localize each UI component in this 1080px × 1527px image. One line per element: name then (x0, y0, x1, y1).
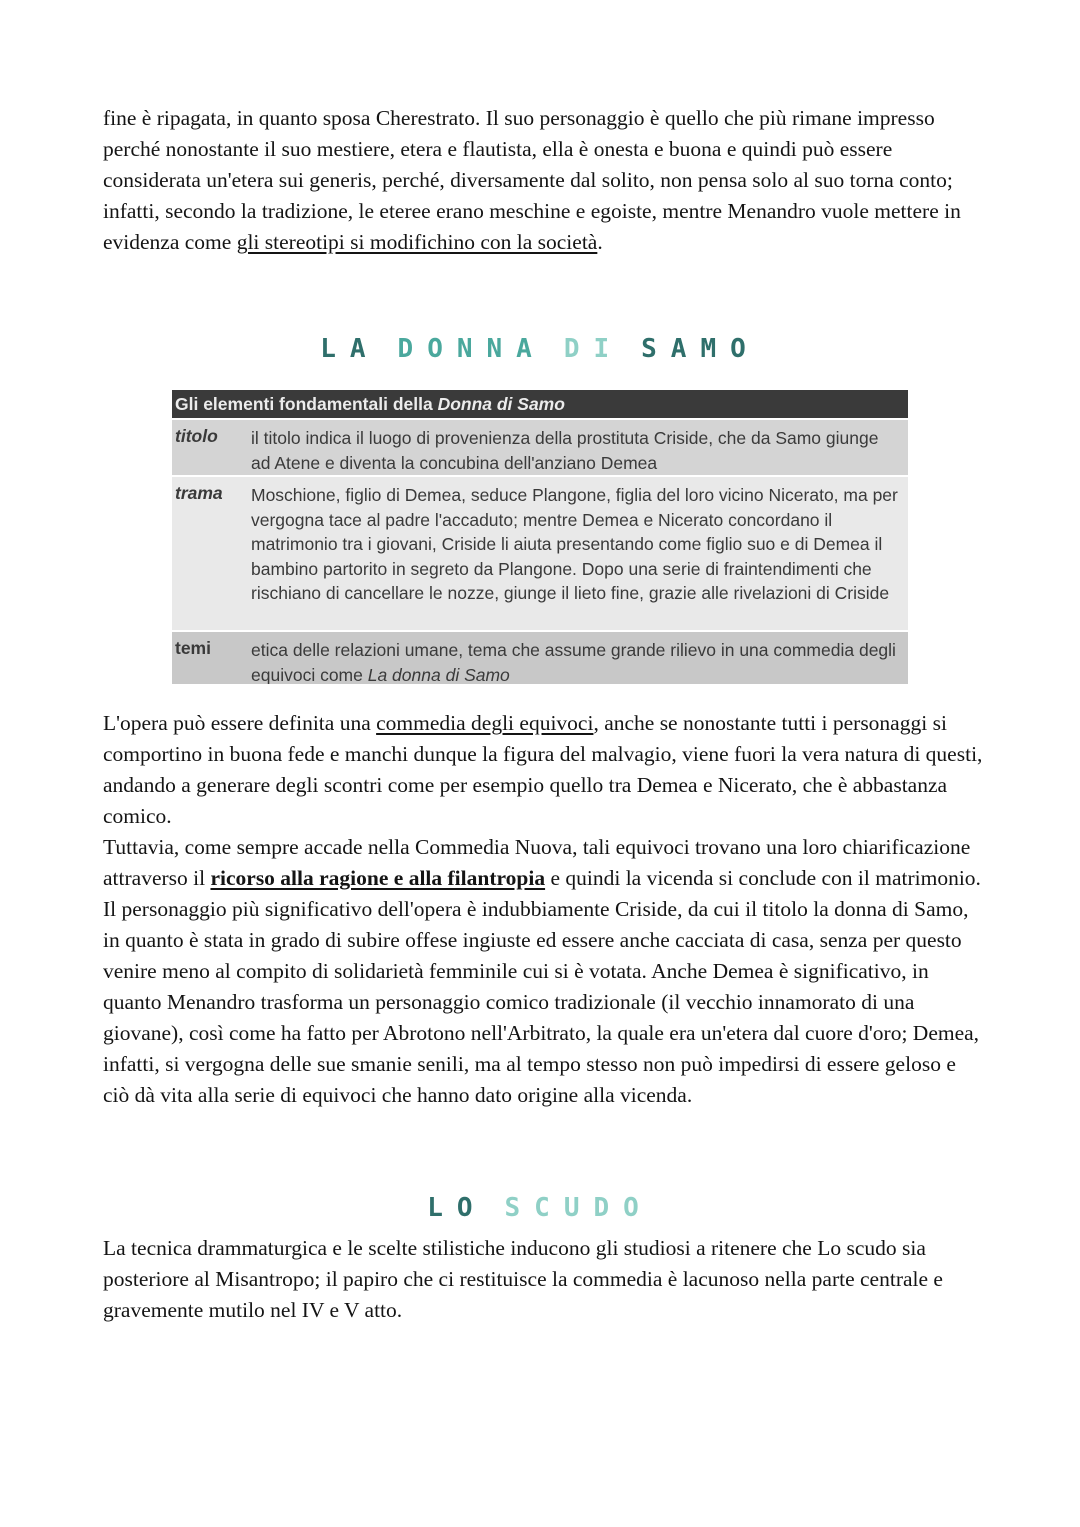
samo-body (103, 708, 983, 1111)
scudo-paragraph: La tecnica drammaturgica e le scelte stilistiche inducono gli studiosi a ritenere che Lo scudo sia posteriore al Misantropo; il papiro che ci restituisce la commedia è lacunoso nella parte centrale e gravemente mutilo nel IV e V atto. (103, 1236, 943, 1322)
table-row-value-text: etica delle relazioni umane, tema che assume grande rilievo in una commedia degli equivoci come (251, 640, 896, 684)
table-row (172, 630, 908, 684)
summary-table (172, 390, 908, 684)
samo-underlined-text: commedia degli equivoci (376, 711, 594, 735)
heading-word-la: LA (320, 334, 380, 364)
table-row-value-italic: La donna di Samo (367, 664, 510, 684)
table-row-value (248, 632, 908, 684)
table-header-italic: Donna di Samo (437, 394, 565, 414)
table-row (172, 475, 908, 630)
intro-underlined-text: gli stereotipi si modifichino con la società (236, 230, 598, 254)
section-heading-lo-scudo (0, 1193, 1080, 1223)
heading-word-lo: LO (427, 1193, 487, 1223)
section-heading-donna-di-samo (0, 334, 1080, 364)
samo-paragraph-3: Il personaggio più significativo dell'opera è indubbiamente Criside, da cui il titolo la donna di Samo, in quanto è stata in grado di subire offese ingiuste ed essere anche cacciata di casa, senza per questo venire meno al compito di solidarietà femminile cui si è votata. Anche Demea è significativo, in quanto Menandro trasforma un personaggio comico tradizionale (il vecchio innamorato di una giovane), così come ha fatto per Abrotono nell'Arbitrato, la quale era un'etera dal cuore d'oro; Demea, infatti, si vergogna delle sue smanie senili, ma al tempo stesso non può impedirsi di essere geloso e ciò dà vita alla serie di equivoci che hanno dato origine alla vicenda. (103, 897, 980, 1107)
table-row-key: temi (175, 638, 211, 658)
samo-bold-underlined-text: ricorso alla ragione e alla filantropia (210, 866, 546, 890)
samo-paragraph-1 (103, 708, 983, 832)
heading-word-samo: SAMO (641, 334, 760, 364)
samo-text: e quindi la vicenda si conclude con il matrimonio. (545, 866, 981, 890)
samo-text: , anche se nonostante tutti i personaggi si comportino in buona fede e manchi dunque la figura del malvagio, viene fuori la vera natura di questi, andando a generare degli scontri come per esempio quello tra Demea e Nicerato, che è abbastanza comico. (103, 711, 983, 828)
heading-word-donna: DONNA (397, 334, 546, 364)
intro-text: fine è ripagata, in quanto sposa Cherestrato. Il suo personaggio è quello che più rimane impresso perché nonostante il suo mestiere, etera e flautista, ella è onesta e buona e quindi può essere considerata un'etera sui generis, perché, diversamente dal solito, non pensa solo al suo torna conto; infatti, secondo la tradizione, le eteree erano meschine e egoiste, mentre Menandro vuole mettere in evidenza come (103, 106, 961, 254)
table-row-key: titolo (172, 420, 248, 475)
table-row (172, 418, 908, 475)
table-header-text: Gli elementi fondamentali della (175, 394, 438, 414)
heading-word-scudo: SCUDO (504, 1193, 653, 1223)
table-row-key: trama (175, 483, 223, 503)
intro-end: . (597, 230, 603, 254)
heading-word-di: DI (563, 334, 624, 364)
samo-text: L'opera può essere definita una (103, 711, 377, 735)
table-row-value: Moschione, figlio di Demea, seduce Plangone, figlia del loro vicino Nicerato, ma per vergogna tace al padre l'accaduto; mentre Demea e Nicerato concordano il matrimonio tra i giovani, Criside li aiuta presentando come figlio suo e di Demea il bambino partorito in segreto da Plangone. Dopo una serie di fraintendimenti che rischiano di cancellare le nozze, giunge il lieto fine, grazie alle rivelazioni di Criside (251, 485, 898, 603)
table-row-value: il titolo indica il luogo di provenienza della prostituta Criside, che da Samo giunge ad Atene e diventa la concubina dell'anziano Demea (251, 428, 879, 473)
table-header (172, 390, 908, 418)
intro-paragraph (103, 103, 983, 258)
samo-text: Tuttavia, come sempre accade nella Commedia Nuova, tali equivoci trovano una loro chiarificazione attraverso il (103, 835, 971, 890)
samo-paragraph-2 (103, 832, 983, 894)
